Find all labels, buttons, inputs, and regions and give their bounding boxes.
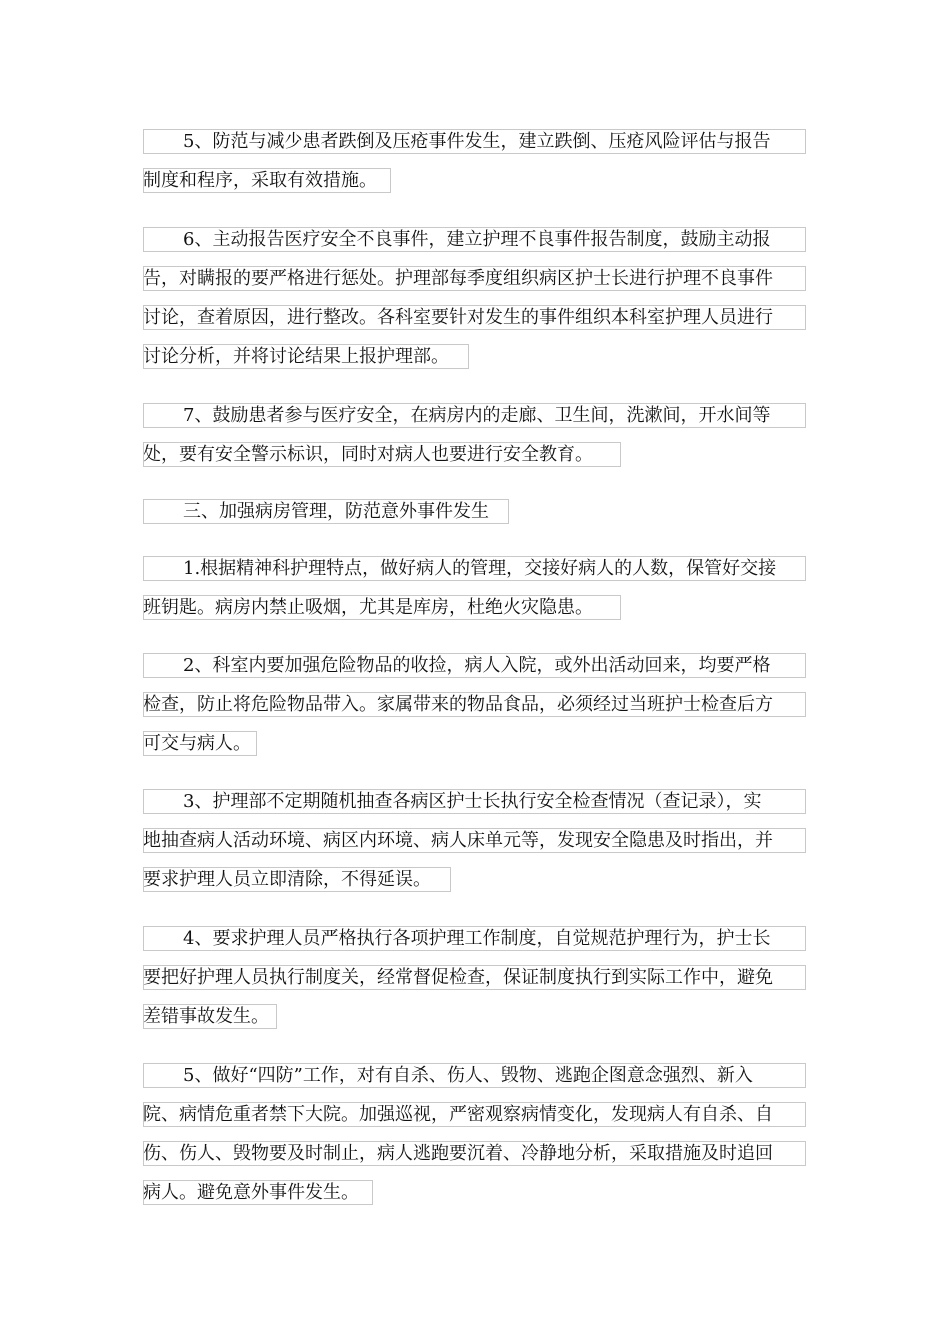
line-text: 差错事故发生。 [143,1006,269,1027]
paragraph [143,549,807,627]
line-text: 可交与病人。 [143,733,251,754]
line-text: 院、病情危重者禁下大院。加强巡视，严密观察病情变化，发现病人有自杀、自 [143,1104,773,1125]
text-line [143,492,807,531]
line-text: 1.根据精神科护理特点，做好病人的管理，交接好病人的人数，保管好交接 [183,558,777,579]
text-line [143,1095,807,1134]
line-text: 地抽查病人活动环境、病区内环境、病人床单元等，发现安全隐患及时指出，并 [143,830,773,851]
text-line [143,396,807,435]
paragraph [143,122,807,200]
text-line [143,646,807,685]
line-text: 伤、伤人、毁物要及时制止，病人逃跑要沉着、冷静地分析，采取措施及时追回 [143,1143,773,1164]
line-text: 病人。避免意外事件发生。 [143,1182,359,1203]
text-line [143,435,807,474]
text-line [143,782,807,821]
text-line [143,860,807,899]
text-line [143,919,807,958]
line-text: 5、防范与减少患者跌倒及压疮事件发生，建立跌倒、压疮风险评估与报告 [183,131,771,152]
paragraph [143,220,807,376]
line-text: 讨论分析，并将讨论结果上报护理部。 [143,346,449,367]
text-line [143,549,807,588]
text-line [143,1134,807,1173]
text-line [143,821,807,860]
line-text: 告，对瞒报的要严格进行惩处。护理部每季度组织病区护士长进行护理不良事件 [143,268,773,289]
text-line [143,122,807,161]
line-text: 要求护理人员立即清除，不得延误。 [143,869,431,890]
text-line [143,161,807,200]
line-text: 6、主动报告医疗安全不良事件，建立护理不良事件报告制度，鼓励主动报 [183,229,771,250]
line-text: 4、要求护理人员严格执行各项护理工作制度，自觉规范护理行为，护士长 [183,928,771,949]
line-text: 2、科室内要加强危险物品的收捡，病人入院，或外出活动回来，均要严格 [183,655,771,676]
text-line [143,588,807,627]
text-line [143,298,807,337]
line-text: 要把好护理人员执行制度关，经常督促检查，保证制度执行到实际工作中，避免 [143,967,773,988]
text-line [143,1173,807,1212]
line-text: 5、做好“四防”工作，对有自杀、伤人、毁物、逃跑企图意念强烈、新入 [183,1065,753,1086]
paragraph [143,919,807,1036]
line-text: 班钥匙。病房内禁止吸烟，尤其是库房，杜绝火灾隐患。 [143,597,593,618]
line-text: 处，要有安全警示标识，同时对病人也要进行安全教育。 [143,444,593,465]
line-text: 讨论，查着原因，进行整改。各科室要针对发生的事件组织本科室护理人员进行 [143,307,773,328]
text-line [143,958,807,997]
paragraph [143,646,807,763]
line-text: 三、加强病房管理，防范意外事件发生 [183,501,489,522]
text-line [143,724,807,763]
text-line [143,685,807,724]
text-line [143,997,807,1036]
text-line [143,259,807,298]
line-text: 制度和程序，采取有效措施。 [143,170,377,191]
paragraph [143,782,807,899]
line-text: 检查，防止将危险物品带入。家属带来的物品食品，必须经过当班护士检查后方 [143,694,773,715]
text-line [143,337,807,376]
section-heading [143,492,807,531]
line-text: 7、鼓励患者参与医疗安全，在病房内的走廊、卫生间，洗漱间，开水间等 [183,405,771,426]
paragraph [143,396,807,474]
paragraph [143,1056,807,1212]
text-line [143,1056,807,1095]
text-line [143,220,807,259]
line-text: 3、护理部不定期随机抽查各病区护士长执行安全检查情况（查记录），实 [183,791,762,812]
